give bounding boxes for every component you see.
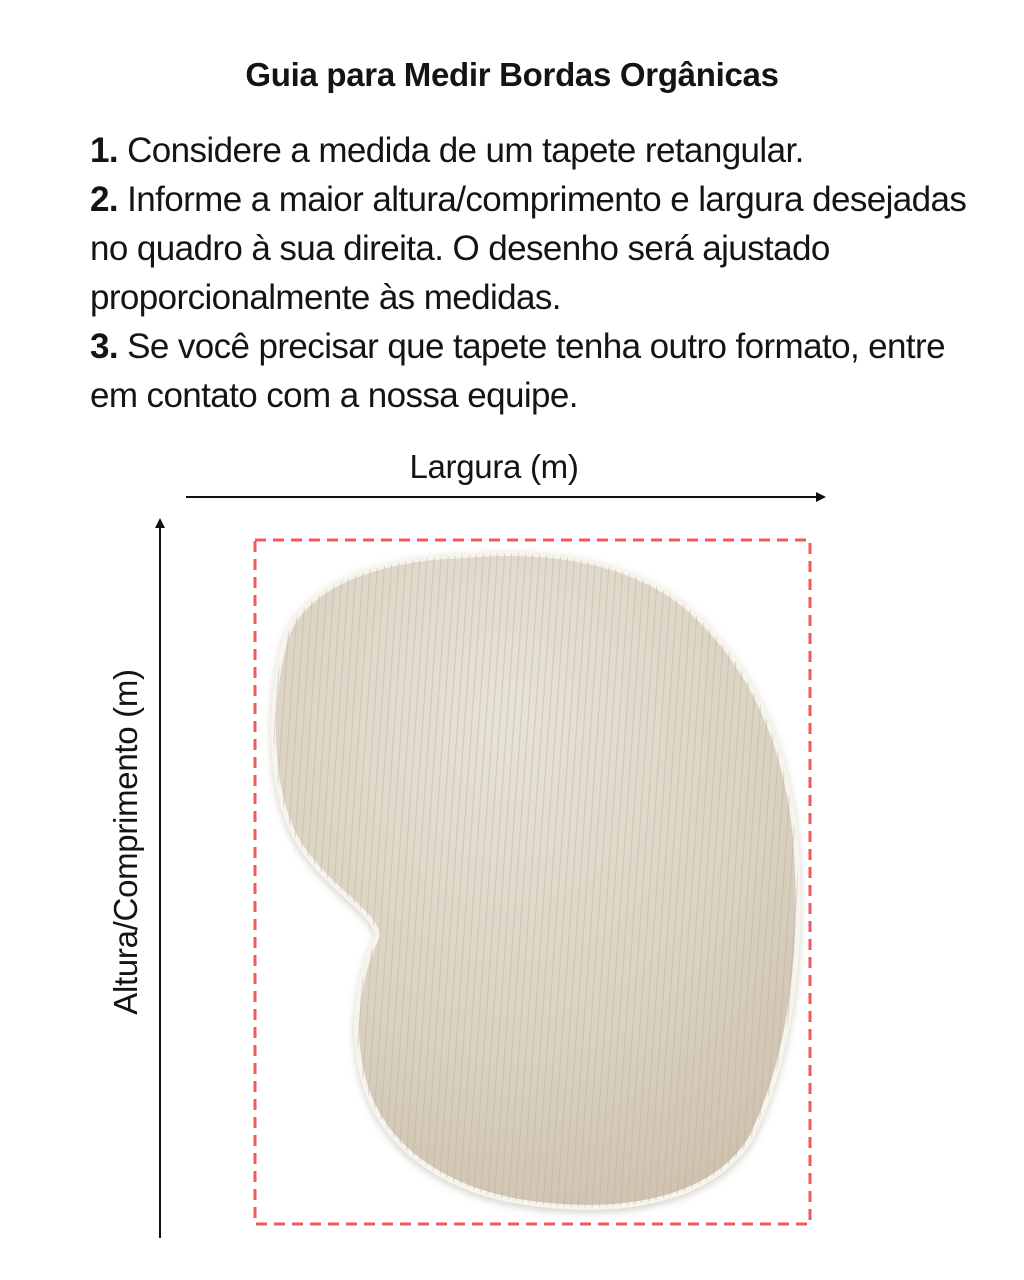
width-arrow [186, 492, 826, 502]
step-number: 1. [90, 131, 118, 170]
step-text: Considere a medida de um tapete retangular. [118, 131, 804, 170]
height-arrow [155, 518, 165, 1238]
step-text: Informe a maior altura/comprimento e largura desejadas no quadro à sua direita. O desenho será ajustado proporcionalmente às medidas. [90, 180, 967, 317]
organic-rug-shape [274, 553, 799, 1207]
step-number: 3. [90, 327, 118, 366]
page-title: Guia para Medir Bordas Orgânicas [245, 56, 779, 93]
step-number: 2. [90, 180, 118, 219]
step-text: Se você precisar que tapete tenha outro formato, entre em contato com a nossa equipe. [90, 327, 945, 415]
width-axis-label: Largura (m) [409, 448, 579, 485]
height-axis-label: Altura/Comprimento (m) [107, 669, 144, 1015]
